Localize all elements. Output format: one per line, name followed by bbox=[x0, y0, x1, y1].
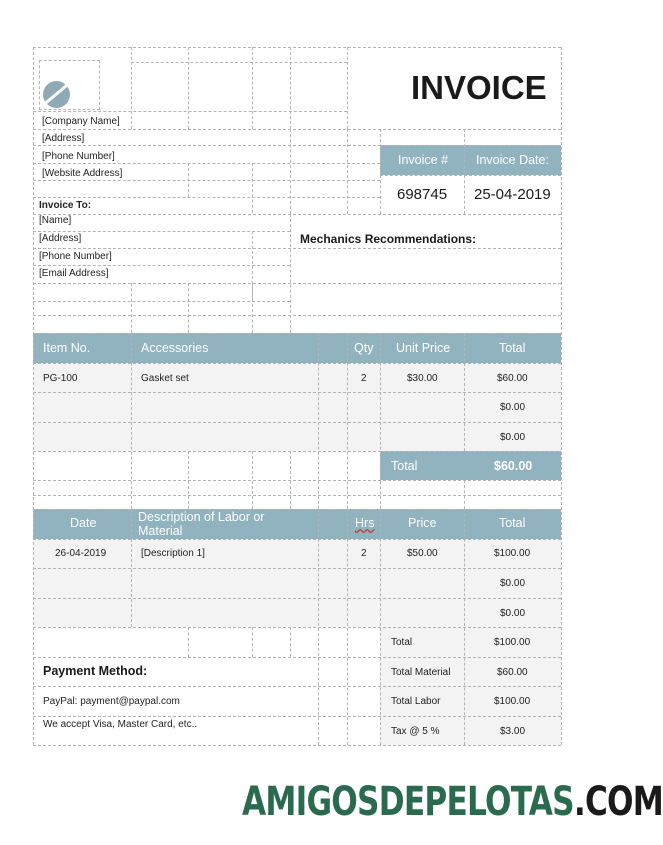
labor-header-total: Total bbox=[499, 516, 526, 530]
invoice-to-label: Invoice To: bbox=[39, 200, 92, 211]
summary-total-value: $100.00 bbox=[494, 637, 531, 648]
invoice-title: INVOICE bbox=[411, 69, 547, 106]
parts-row-total: $60.00 bbox=[497, 373, 528, 384]
parts-header-item: Item No. bbox=[43, 341, 91, 355]
summary-labor-label: Total Labor bbox=[391, 696, 441, 707]
company-name[interactable]: [Company Name] bbox=[42, 116, 120, 127]
invoice-number[interactable]: 698745 bbox=[397, 186, 448, 203]
summary-tax-value: $3.00 bbox=[500, 726, 526, 737]
labor-row-description[interactable]: [Description 1] bbox=[141, 548, 205, 559]
summary-total-label: Total bbox=[391, 637, 413, 648]
company-phone[interactable]: [Phone Number] bbox=[42, 151, 115, 162]
watermark-domain: .COM bbox=[573, 779, 663, 825]
parts-row-unit-price[interactable]: $30.00 bbox=[407, 373, 438, 384]
invoice-number-label: Invoice # bbox=[398, 153, 449, 167]
site-watermark bbox=[242, 779, 663, 825]
client-phone[interactable]: [Phone Number] bbox=[39, 251, 112, 262]
parts-header-unit-price: Unit Price bbox=[396, 341, 451, 355]
labor-row-price[interactable]: $50.00 bbox=[407, 548, 438, 559]
labor-header-price: Price bbox=[408, 516, 437, 530]
client-address[interactable]: [Address] bbox=[39, 233, 82, 244]
parts-header-bg bbox=[33, 333, 561, 363]
parts-row-total: $0.00 bbox=[500, 432, 526, 443]
summary-material-value: $60.00 bbox=[497, 667, 528, 678]
summary-labor-value: $100.00 bbox=[494, 696, 531, 707]
payment-paypal[interactable]: PayPal: payment@paypal.com bbox=[43, 696, 180, 707]
invoice-date[interactable]: 25-04-2019 bbox=[474, 186, 551, 203]
company-address[interactable]: [Address] bbox=[42, 133, 85, 144]
parts-header-total: Total bbox=[499, 341, 526, 355]
parts-total-value: $60.00 bbox=[494, 459, 533, 473]
parts-header-qty: Qty bbox=[354, 341, 374, 355]
parts-row-qty[interactable]: 2 bbox=[361, 373, 367, 384]
company-website[interactable]: [Website Address] bbox=[42, 168, 123, 179]
parts-row-total: $0.00 bbox=[500, 402, 526, 413]
summary-material-label: Total Material bbox=[391, 667, 451, 678]
logo-placeholder bbox=[39, 60, 100, 110]
labor-row-total: $0.00 bbox=[500, 608, 526, 619]
invoice-date-label: Invoice Date: bbox=[476, 153, 549, 167]
client-email[interactable]: [Email Address] bbox=[39, 268, 109, 279]
labor-row-total: $100.00 bbox=[494, 548, 531, 559]
mechanics-recommendations-label: Mechanics Recommendations: bbox=[300, 232, 477, 246]
parts-row-accessory[interactable]: Gasket set bbox=[141, 373, 189, 384]
invoice-sheet bbox=[33, 47, 561, 745]
labor-row-hrs[interactable]: 2 bbox=[361, 548, 367, 559]
payment-accepted[interactable]: We accept Visa, Master Card, etc.. bbox=[43, 719, 198, 730]
labor-header-date: Date bbox=[70, 516, 97, 530]
parts-row-item[interactable]: PG-100 bbox=[43, 373, 78, 384]
labor-row-date[interactable]: 26-04-2019 bbox=[55, 548, 107, 559]
labor-header-description: Description of Labor or Material bbox=[138, 510, 265, 538]
payment-method-label: Payment Method: bbox=[43, 664, 148, 678]
labor-row-total: $0.00 bbox=[500, 578, 526, 589]
summary-tax-label: Tax @ 5 % bbox=[391, 726, 440, 737]
parts-header-accessories: Accessories bbox=[141, 341, 209, 355]
client-name[interactable]: [Name] bbox=[39, 215, 72, 226]
parts-total-label: Total bbox=[391, 459, 418, 473]
company-logo-icon bbox=[43, 81, 70, 108]
labor-header-hrs: Hrs bbox=[355, 516, 375, 530]
watermark-name: AMIGOSDEPELOTAS bbox=[242, 779, 574, 825]
